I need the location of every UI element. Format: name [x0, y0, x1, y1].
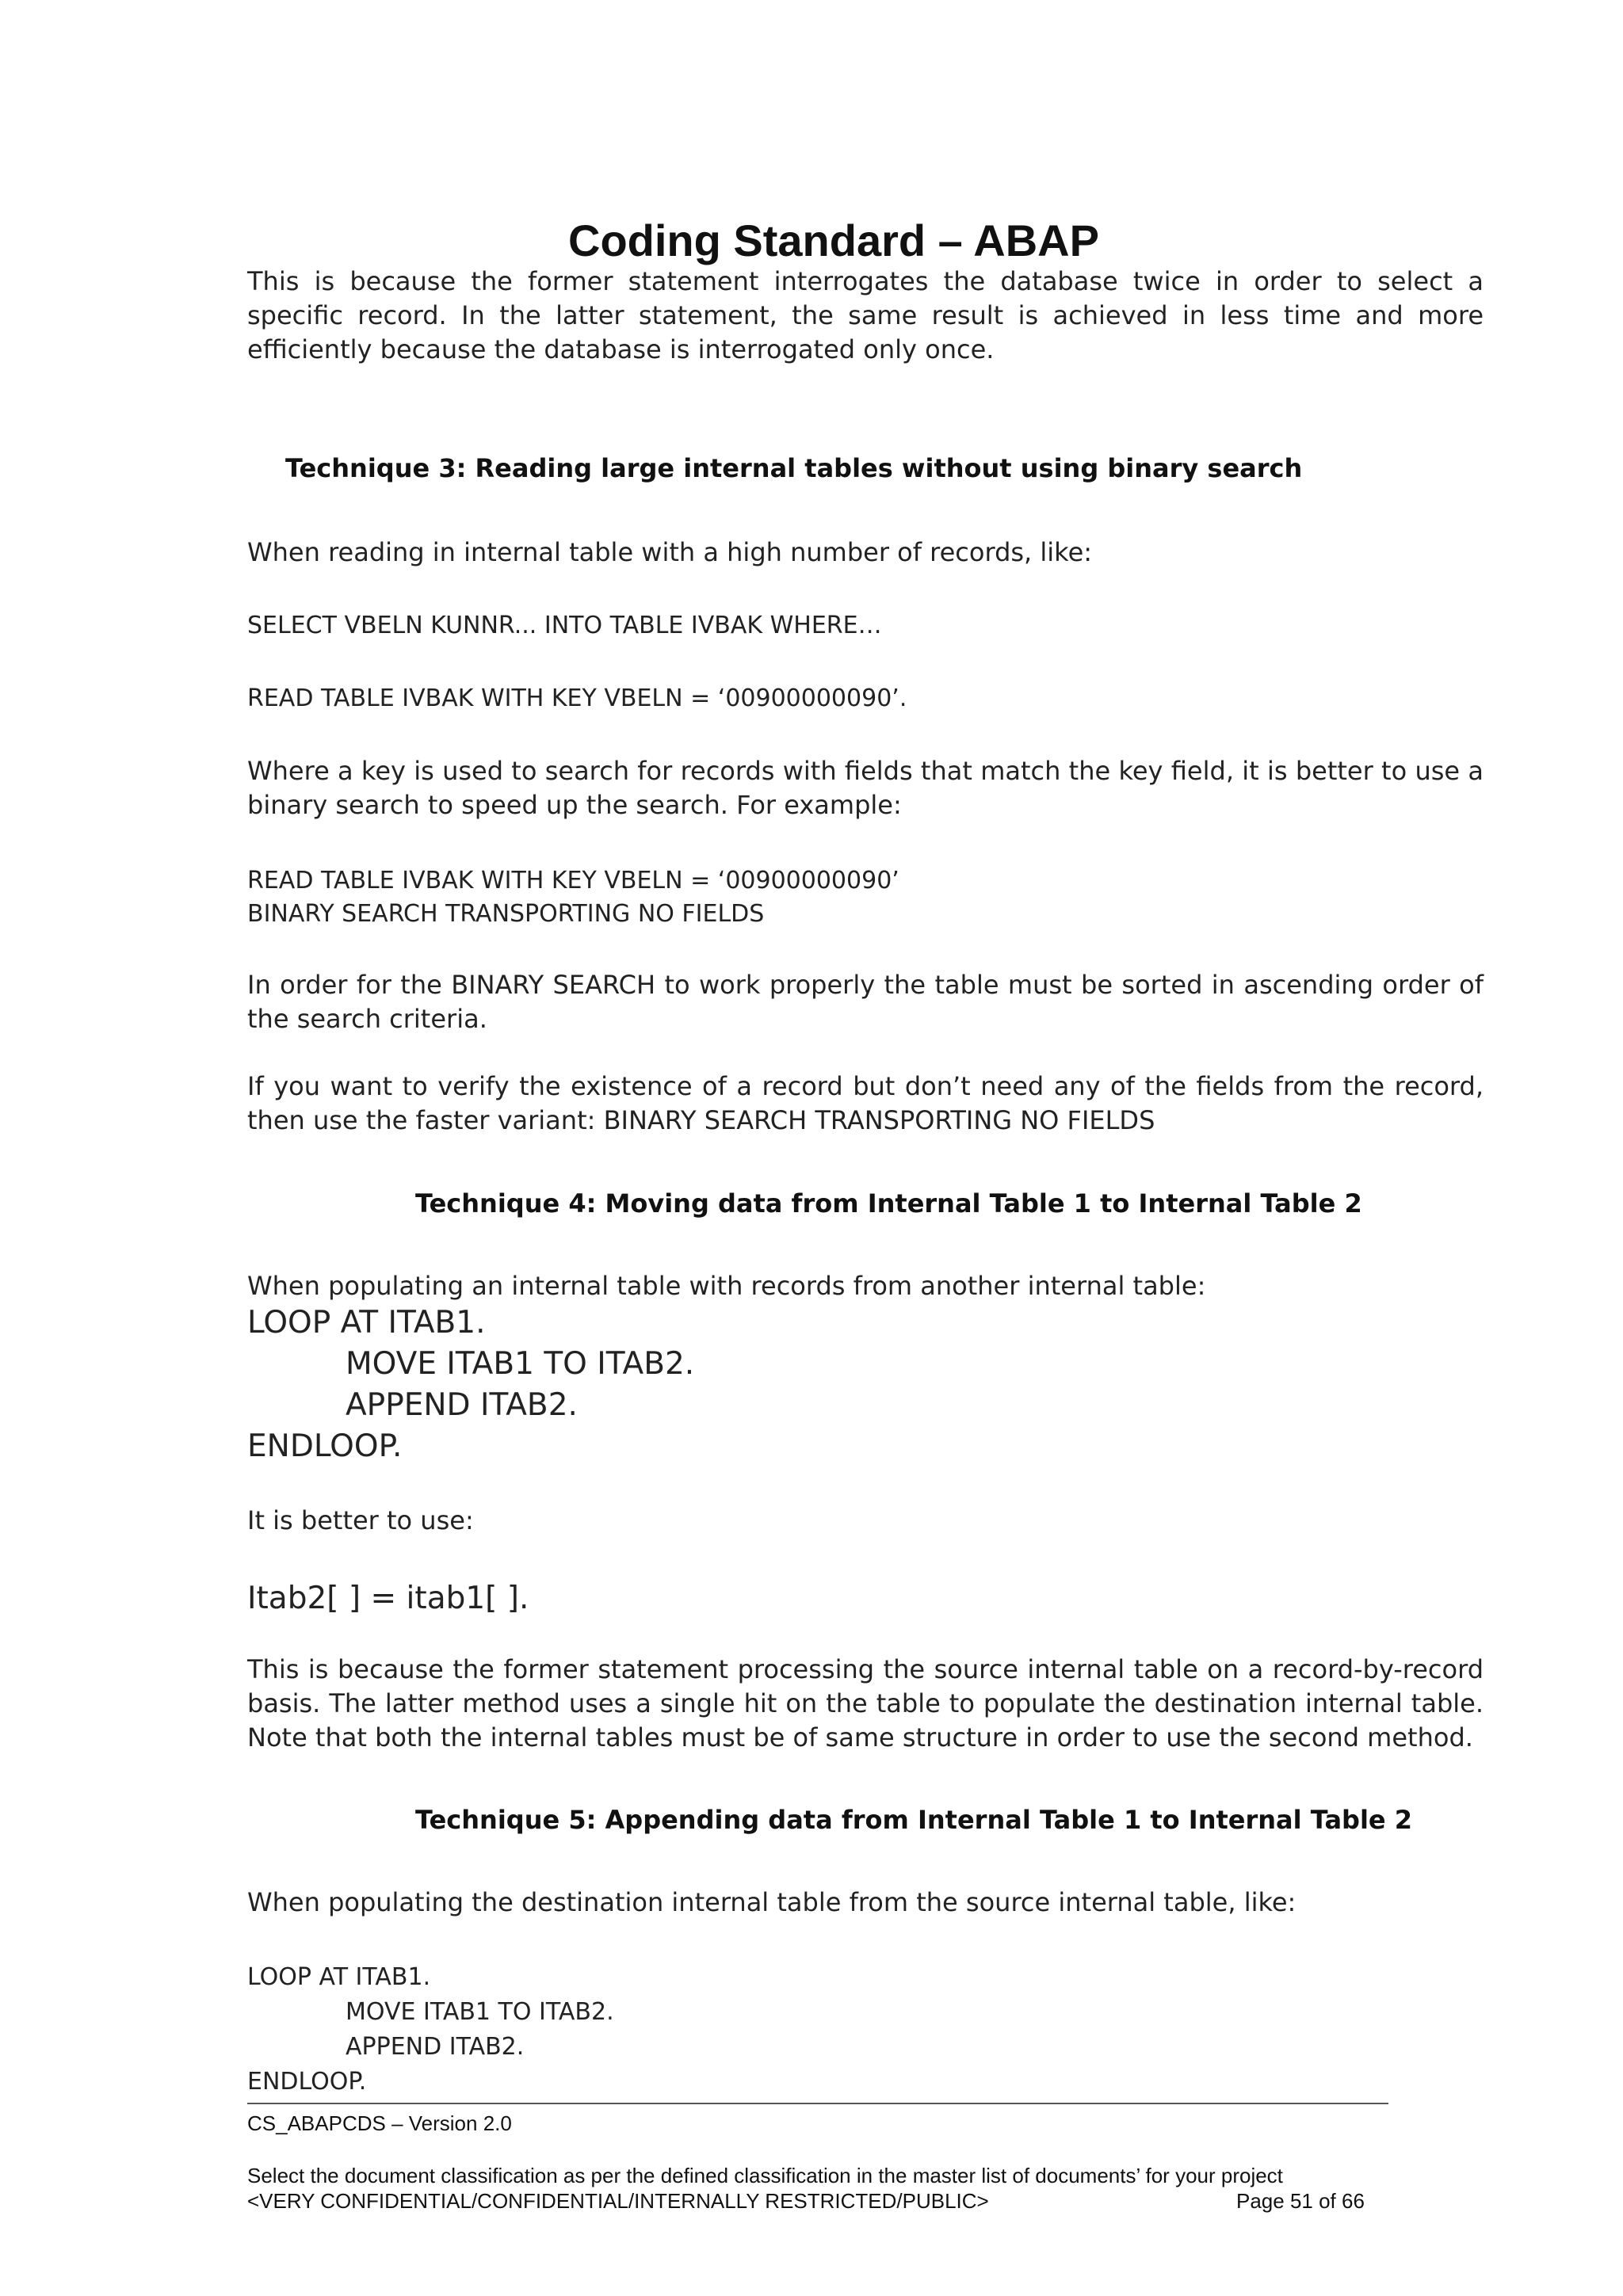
technique-3-code-read: READ TABLE IVBAK WITH KEY VBELN = ‘00900000090’. [247, 685, 907, 712]
technique-4-better-label: It is better to use: [247, 1505, 474, 1535]
technique-3-heading: Technique 3: Reading large internal tables without using binary search [285, 453, 1303, 483]
technique-4-intro: When populating an internal table with records from another internal table: [247, 1271, 1206, 1301]
technique-5-code-endloop: ENDLOOP. [247, 2068, 367, 2096]
technique-4-code-endloop: ENDLOOP. [247, 1428, 403, 1464]
technique-5-code-move: MOVE ITAB1 TO ITAB2. [346, 1998, 614, 2026]
technique-4-code-better: Itab2[ ] = itab1[ ]. [247, 1581, 529, 1616]
intro-paragraph: This is because the former statement interrogates the database twice in order to select a specific record. In the latter statement, the same result is achieved in less time and more efficiently because the database is interrogated only once. [247, 266, 1484, 364]
technique-5-code-loop: LOOP AT ITAB1. [247, 1963, 431, 1991]
technique-4-code-loop: LOOP AT ITAB1. [247, 1305, 486, 1341]
technique-5-intro: When populating the destination internal table from the source internal table, like: [247, 1887, 1296, 1917]
technique-3-binary-search-paragraph: Where a key is used to search for records with fields that match the key field, it is better to use a binary search to speed up the search. For example: [247, 756, 1484, 820]
technique-3-code-select: SELECT VBELN KUNNR... INTO TABLE IVBAK WHERE… [247, 612, 882, 639]
technique-3-code-binary-search: BINARY SEARCH TRANSPORTING NO FIELDS [247, 900, 765, 928]
technique-4-explanation: This is because the former statement processing the source internal table on a record-by-record basis. The latter method uses a single hit on the table to populate the destination internal table. Note that both the internal tables must be of same structure in order to use the second method. [247, 1654, 1484, 1753]
technique-3-verify-paragraph: If you want to verify the existence of a record but don’t need any of the fields from the record, then use the faster variant: BINARY SEARCH TRANSPORTING NO FIELDS [247, 1071, 1484, 1135]
page-title: Coding Standard – ABAP [568, 215, 1099, 265]
technique-5-code-append: APPEND ITAB2. [346, 2033, 525, 2061]
technique-3-code-read-binary: READ TABLE IVBAK WITH KEY VBELN = ‘00900000090’ [247, 867, 899, 894]
technique-5-heading: Technique 5: Appending data from Internal Table 1 to Internal Table 2 [415, 1805, 1413, 1835]
footer-divider [247, 2103, 1388, 2104]
technique-4-code-move: MOVE ITAB1 TO ITAB2. [346, 1346, 695, 1382]
technique-3-sort-paragraph: In order for the BINARY SEARCH to work properly the table must be sorted in ascending order of the search criteria. [247, 970, 1484, 1034]
technique-4-heading: Technique 4: Moving data from Internal Table 1 to Internal Table 2 [415, 1188, 1362, 1219]
technique-3-intro: When reading in internal table with a high number of records, like: [247, 537, 1093, 567]
footer-doc-id: CS_ABAPCDS – Version 2.0 [247, 2111, 512, 2135]
footer-classification-options: <VERY CONFIDENTIAL/CONFIDENTIAL/INTERNALLY RESTRICTED/PUBLIC> [247, 2189, 989, 2213]
technique-4-code-append: APPEND ITAB2. [346, 1387, 578, 1423]
footer-page-number: Page 51 of 66 [1236, 2189, 1365, 2213]
footer-classification-note: Select the document classification as per the defined classification in the master list of documents’ for your project [247, 2164, 1283, 2187]
